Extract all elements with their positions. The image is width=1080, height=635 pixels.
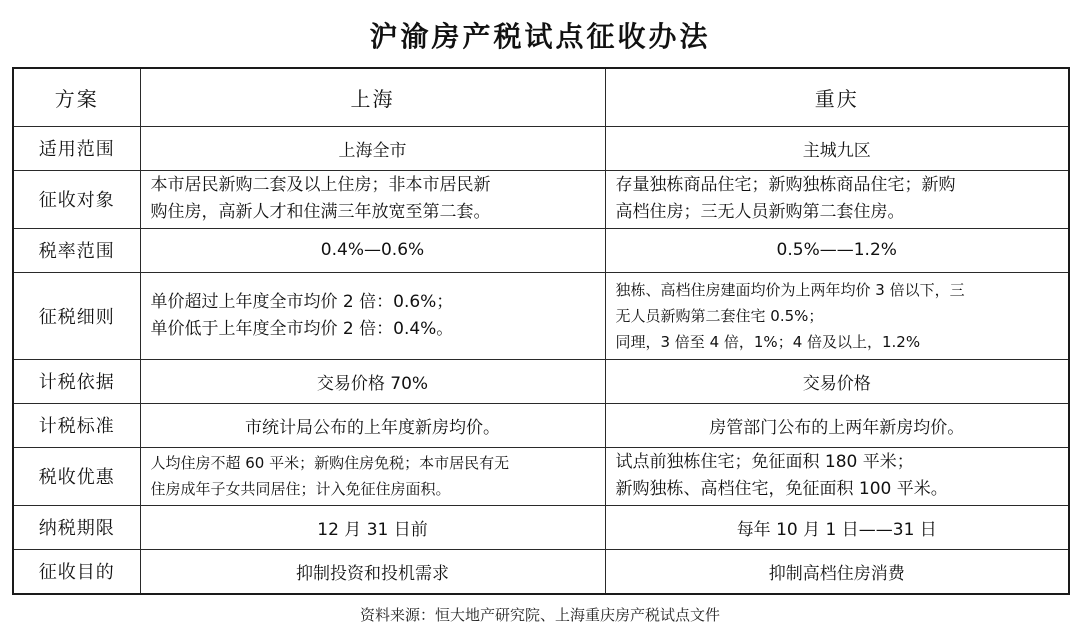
cell-line: 抑制投资和投机需求 [296,563,449,584]
cell-line: 交易价格 [802,373,871,394]
chongqing-cell [605,549,1069,594]
row-label: 征收对象 [13,170,140,228]
row-label: 适用范围 [13,126,140,170]
chongqing-cell [605,359,1069,403]
cell-line: 同理，3 倍至 4 倍，1%；4 倍及以上，1.2% [615,332,921,351]
shanghai-cell [140,505,605,549]
row-label: 税收优惠 [13,447,140,505]
table-row [13,549,1069,594]
table-row [13,359,1069,403]
cell-line: 高档住房；三无人员新购第二套住房。 [615,202,905,222]
cell-line: 主城九区 [802,140,871,161]
chongqing-cell [605,228,1069,272]
cell-line: 住房成年子女共同居住；计入免征住房面积。 [150,480,451,498]
chongqing-cell [605,447,1069,505]
shanghai-cell [140,549,605,594]
cell-line: 12 月 31 日前 [317,519,428,540]
cell-line: 市统计局公布的上年度新房均价。 [245,417,500,438]
cell-line: 无人员新购第二套住宅 0.5%； [615,306,824,325]
cell-line: 房管部门公布的上两年新房均价。 [709,417,965,438]
row-label: 计税依据 [13,359,140,403]
table-row [13,403,1069,447]
cell-line: 单价低于上年度全市均价 2 倍：0.4%。 [150,318,454,339]
shanghai-cell [140,447,605,505]
cell-line: 0.4%—0.6% [320,240,425,260]
table-row [13,126,1069,170]
cell-line: 上海全市 [338,140,407,161]
table-row [13,170,1069,228]
chongqing-cell [605,272,1069,359]
chongqing-cell [605,505,1069,549]
shanghai-cell [140,228,605,272]
cell-line: 交易价格 70% [316,373,429,394]
source-note: 资料来源：恒大地产研究院、上海重庆房产税试点文件 [359,606,720,624]
row-label: 计税标准 [13,403,140,447]
cell-line: 独栋、高档住房建面均价为上两年均价 3 倍以下，三 [615,280,965,299]
page-title: 沪渝房产税试点征收办法 [369,20,711,53]
cell-line: 0.5%——1.2% [776,240,897,260]
row-label: 纳税期限 [13,505,140,549]
cell-line: 抑制高档住房消费 [768,563,905,584]
chongqing-cell [605,170,1069,228]
cell-line: 购住房，高新人才和住满三年放宽至第二套。 [150,202,491,222]
row-label: 征收目的 [13,549,140,594]
shanghai-cell [140,403,605,447]
shanghai-cell [140,126,605,170]
table-row [13,228,1069,272]
shanghai-cell [140,359,605,403]
table-row [13,272,1069,359]
cell-line: 试点前独栋住宅；免征面积 180 平米； [615,452,914,472]
header-chongqing: 重庆 [605,68,1069,126]
table-row [13,505,1069,549]
row-label: 征税细则 [13,272,140,359]
cell-line: 每年 10 月 1 日——31 日 [736,519,937,540]
row-label: 税率范围 [13,228,140,272]
shanghai-cell [140,272,605,359]
cell-line: 存量独栋商品住宅；新购独栋商品住宅；新购 [615,175,956,195]
header-scheme: 方案 [13,68,140,126]
chongqing-cell [605,126,1069,170]
table-row [13,447,1069,505]
cell-line: 单价超过上年度全市均价 2 倍：0.6%； [150,291,454,312]
comparison-table [12,67,1070,595]
shanghai-cell [140,170,605,228]
header-shanghai: 上海 [140,68,605,126]
chongqing-cell [605,403,1069,447]
cell-line: 人均住房不超 60 平米；新购住房免税；本市居民有无 [150,454,510,472]
cell-line: 本市居民新购二套及以上住房；非本市居民新 [150,175,491,195]
table-header-row [13,68,1069,126]
cell-line: 新购独栋、高档住宅，免征面积 100 平米。 [615,479,948,499]
